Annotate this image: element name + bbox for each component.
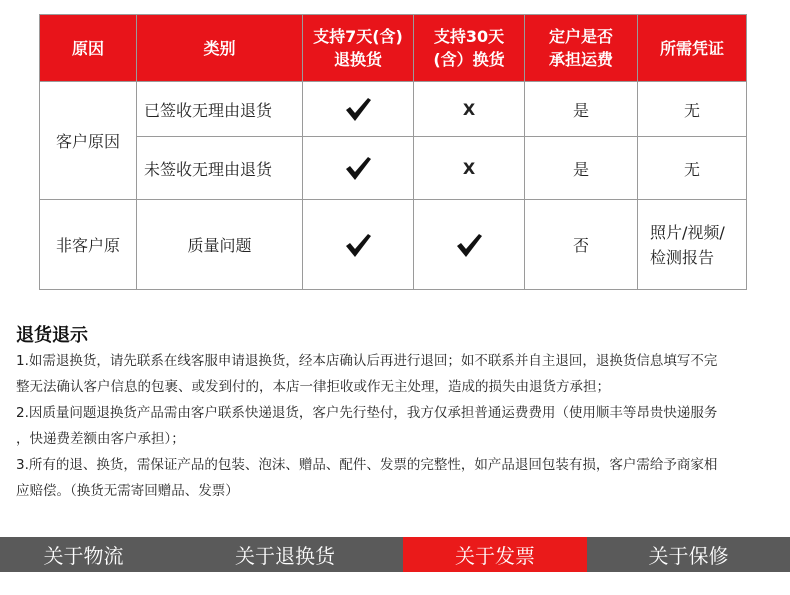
check-icon bbox=[303, 82, 414, 137]
header-reason: 原因 bbox=[40, 15, 137, 82]
notice-body bbox=[16, 348, 782, 504]
table-row bbox=[40, 82, 747, 137]
freight-cell: 是 bbox=[525, 82, 638, 137]
proof-cell: 无 bbox=[638, 82, 747, 137]
check-icon bbox=[414, 200, 525, 290]
nav-warranty[interactable]: 关于保修 bbox=[648, 544, 729, 568]
group-non-customer-reason: 非客户原 bbox=[40, 200, 137, 290]
table-header-row bbox=[40, 15, 747, 82]
notice-line: 1.如需退换货，请先联系在线客服申请退换货，经本店确认后再进行退回；如不联系并自主退回，退换货信息填写不完 bbox=[16, 353, 718, 369]
notice-line: 3.所有的退、换货，需保证产品的包装、泡沫、赠品、配件、发票的完整性，如产品退回包装有损，客户需给予商家相 bbox=[16, 457, 718, 473]
freight-cell: 是 bbox=[525, 137, 638, 200]
group-customer-reason: 客户原因 bbox=[40, 82, 137, 200]
freight-cell: 否 bbox=[525, 200, 638, 290]
nav-invoice[interactable]: 关于发票 bbox=[403, 537, 587, 572]
return-policy-table bbox=[39, 14, 747, 290]
proof-cell: 无 bbox=[638, 137, 747, 200]
cross-mark: X bbox=[414, 137, 525, 200]
check-icon bbox=[303, 200, 414, 290]
header-7day: 支持7天(含) 退换货 bbox=[303, 15, 414, 82]
category-cell: 已签收无理由退货 bbox=[137, 82, 303, 137]
header-category: 类别 bbox=[137, 15, 303, 82]
nav-returns[interactable]: 关于退换货 bbox=[235, 544, 335, 568]
table-row bbox=[40, 137, 747, 200]
cross-mark: X bbox=[414, 82, 525, 137]
header-30day: 支持30天 (含）换货 bbox=[414, 15, 525, 82]
notice-title: 退货退示 bbox=[16, 325, 88, 346]
header-freight: 定户是否 承担运费 bbox=[525, 15, 638, 82]
notice-line: 整无法确认客户信息的包裹、或发到付的，本店一律拒收或作无主处理，造成的损失由退货方承担； bbox=[16, 379, 610, 395]
header-proof: 所需凭证 bbox=[638, 15, 747, 82]
check-icon bbox=[303, 137, 414, 200]
nav-logistics[interactable]: 关于物流 bbox=[43, 544, 124, 568]
notice-line: 2.因质量问题退换货产品需由客户联系快递退货，客户先行垫付，我方仅承担普通运费费用（使用顺丰等昂贵快递服务 bbox=[16, 405, 718, 421]
notice-line: ，快递费差额由客户承担）； bbox=[16, 431, 185, 447]
category-cell: 质量问题 bbox=[137, 200, 303, 290]
proof-cell: 照片/视频/ 检测报告 bbox=[638, 200, 747, 290]
bottom-nav bbox=[0, 537, 790, 572]
table-row bbox=[40, 200, 747, 290]
notice-line: 应赔偿。（换货无需寄回赠品、发票） bbox=[16, 483, 239, 499]
category-cell: 未签收无理由退货 bbox=[137, 137, 303, 200]
